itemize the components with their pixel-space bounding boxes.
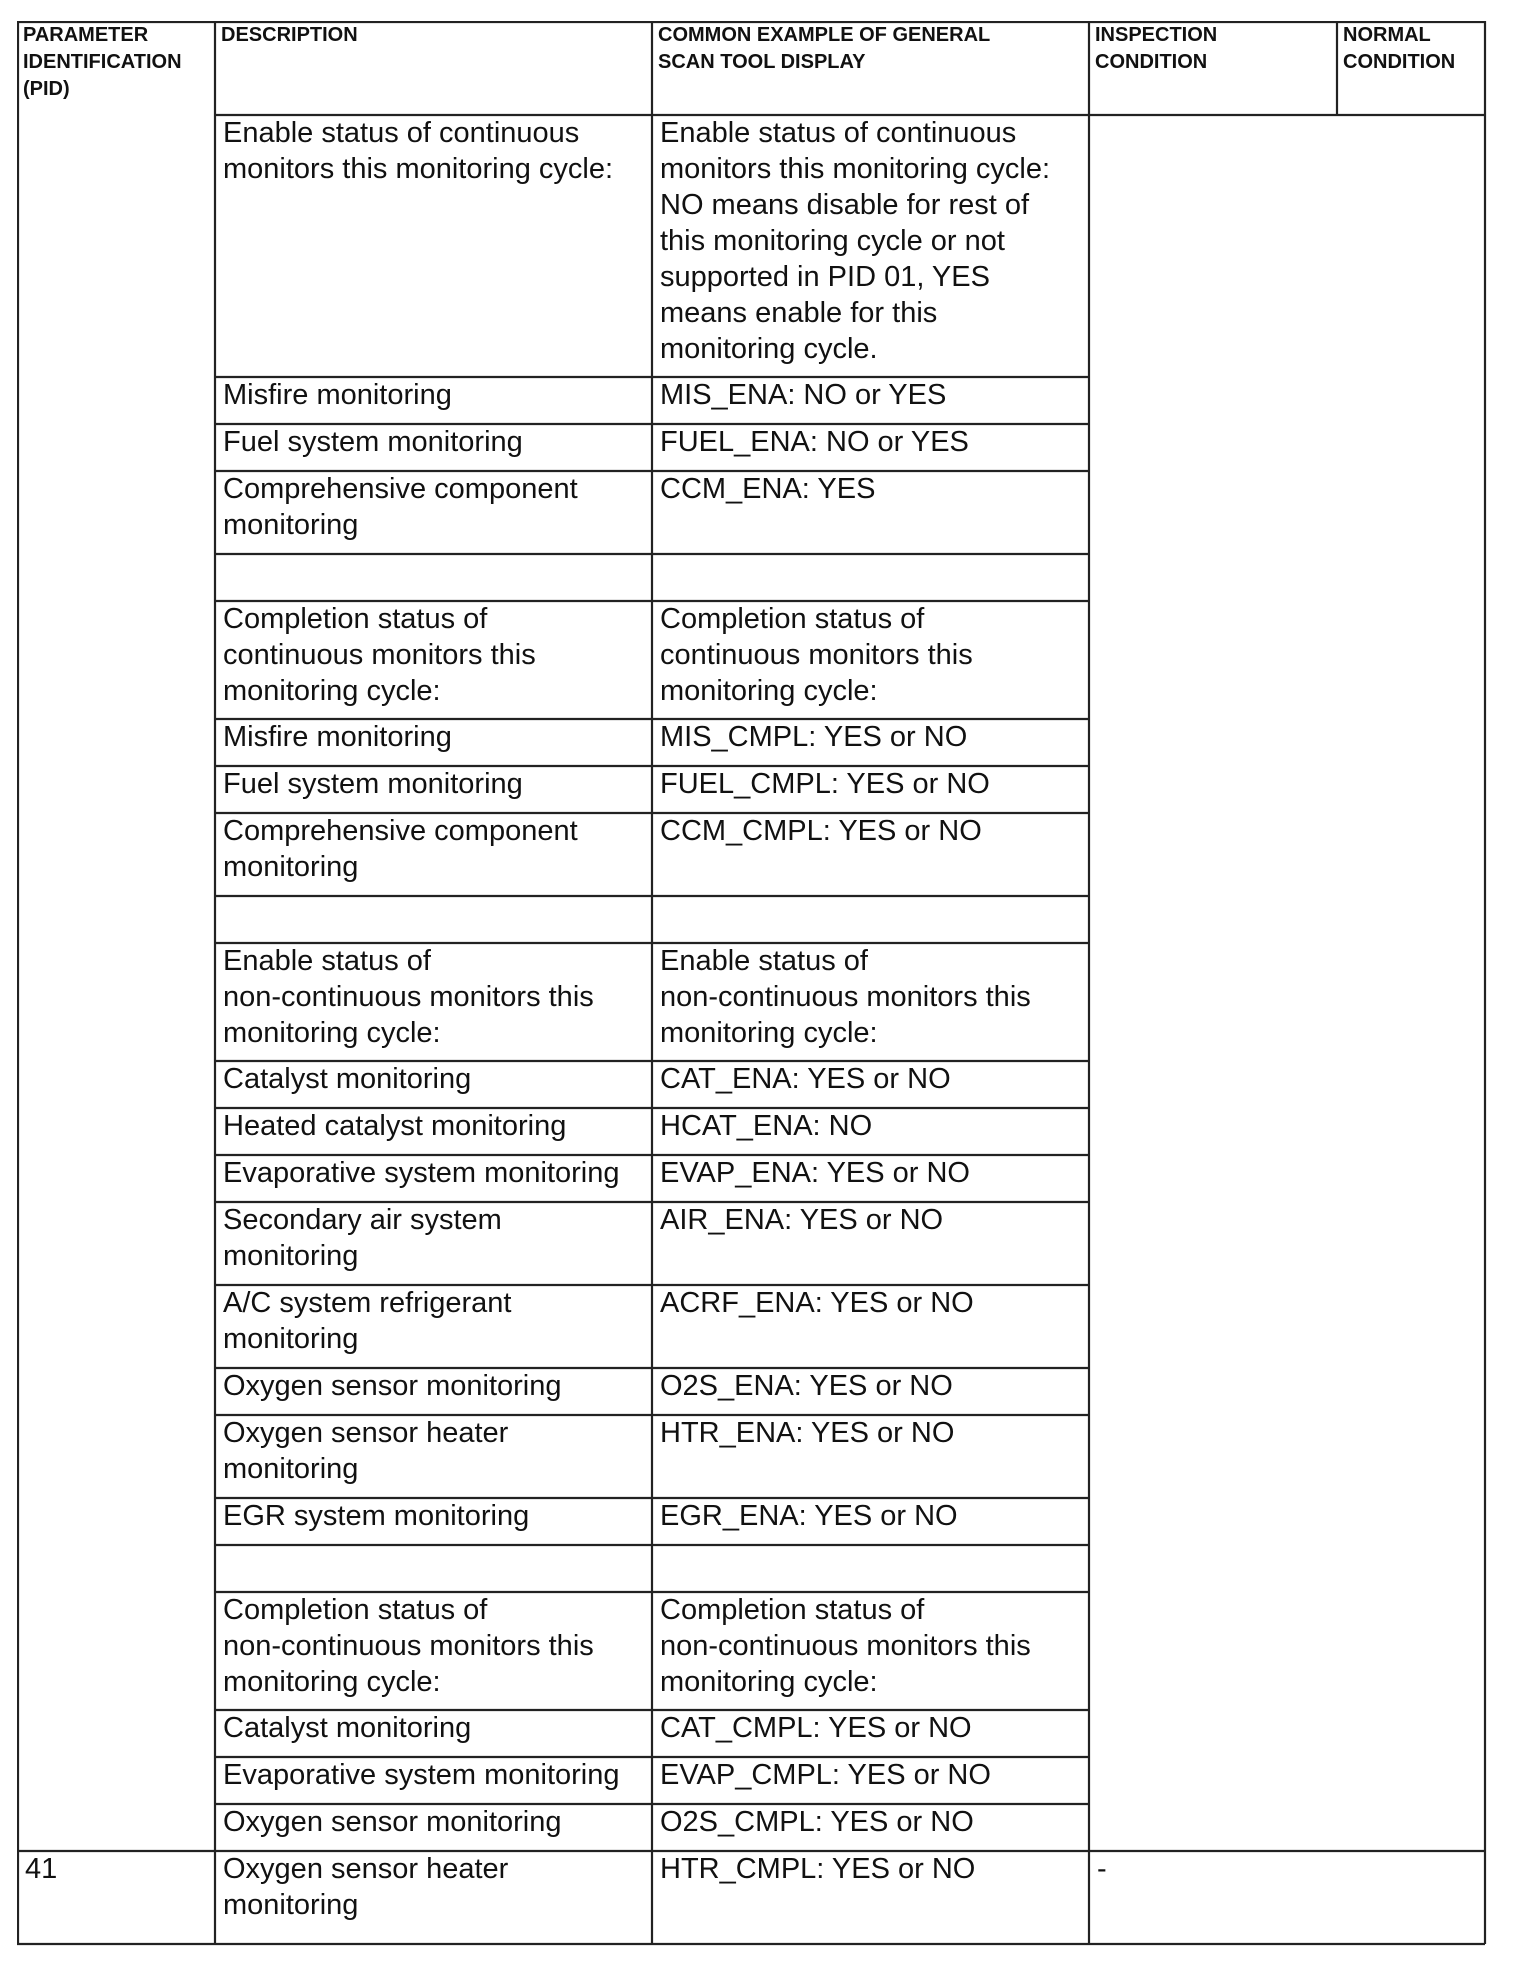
table-row-description: Completion status of continuous monitors this monitoring cycle:	[223, 603, 536, 707]
table-row-display: MIS_CMPL: YES or NO	[660, 721, 968, 753]
table-row-description: Oxygen sensor monitoring	[223, 1806, 562, 1838]
header-scan-tool-display: COMMON EXAMPLE OF GENERAL SCAN TOOL DISPLAY	[658, 24, 991, 73]
pid-value: 41	[25, 1853, 58, 1885]
table-row-display: Completion status of continuous monitors this monitoring cycle:	[660, 603, 973, 707]
table-row-display	[652, 554, 1089, 601]
table-row-description: Misfire monitoring	[223, 721, 452, 753]
table-row-display: ACRF_ENA: YES or NO	[660, 1287, 974, 1319]
table-row-display: CAT_CMPL: YES or NO	[660, 1712, 972, 1744]
table-row-display: CAT_ENA: YES or NO	[660, 1063, 951, 1095]
table-row-display: HTR_ENA: YES or NO	[660, 1417, 955, 1449]
table-row-description: Oxygen sensor heater monitoring	[223, 1417, 509, 1485]
table-row-description: Heated catalyst monitoring	[223, 1110, 567, 1142]
header-normal-condition: NORMAL CONDITION	[1343, 24, 1456, 73]
table-row-display: Completion status of non-continuous monitors this monitoring cycle:	[660, 1594, 1031, 1698]
table-row-description: Oxygen sensor heater monitoring	[223, 1853, 509, 1921]
table-row-description: Completion status of non-continuous monitors this monitoring cycle:	[223, 1594, 594, 1698]
table-row-display: FUEL_ENA: NO or YES	[660, 426, 969, 458]
table-row-display: Enable status of continuous monitors this monitoring cycle: NO means disable for rest of this monitoring cycle or not supported in PID 01, YES means enable for this monitoring cycle.	[660, 117, 1051, 365]
table-row-description: Comprehensive component monitoring	[223, 815, 578, 883]
header-pid: PARAMETER IDENTIFICATION (PID)	[23, 24, 182, 100]
table-row-display: CCM_CMPL: YES or NO	[660, 815, 982, 847]
table-row-description: Fuel system monitoring	[223, 768, 523, 800]
table-row-description	[215, 896, 652, 943]
table-row-display: O2S_CMPL: YES or NO	[660, 1806, 974, 1838]
table-row-description: EGR system monitoring	[223, 1500, 530, 1532]
table-row-display	[652, 1545, 1089, 1592]
table-row-description: Catalyst monitoring	[223, 1712, 472, 1744]
table-row-description	[215, 554, 652, 601]
table-row-display: FUEL_CMPL: YES or NO	[660, 768, 990, 800]
table-row-display: CCM_ENA: YES	[660, 473, 876, 505]
table-row-description: Oxygen sensor monitoring	[223, 1370, 562, 1402]
table-row-description	[215, 1545, 652, 1592]
header-inspection-condition: INSPECTION CONDITION	[1095, 24, 1218, 73]
table-row-description: Comprehensive component monitoring	[223, 473, 578, 541]
table-row-display: O2S_ENA: YES or NO	[660, 1370, 953, 1402]
table-row-display: MIS_ENA: NO or YES	[660, 379, 947, 411]
table-row-description: Evaporative system monitoring	[223, 1759, 620, 1791]
table-row-description: Evaporative system monitoring	[223, 1157, 620, 1189]
table-row-display: AIR_ENA: YES or NO	[660, 1204, 944, 1236]
table-row-description: Catalyst monitoring	[223, 1063, 472, 1095]
table-row-description: Misfire monitoring	[223, 379, 452, 411]
table-row-description: Enable status of continuous monitors this monitoring cycle:	[223, 117, 614, 185]
table-row-display: HTR_CMPL: YES or NO	[660, 1853, 976, 1885]
table-row-display: HCAT_ENA: NO	[660, 1110, 873, 1142]
table-row-display: Enable status of non-continuous monitors this monitoring cycle:	[660, 945, 1031, 1049]
table-row-description: Enable status of non-continuous monitors this monitoring cycle:	[223, 945, 594, 1049]
table-row-description: Secondary air system monitoring	[223, 1204, 502, 1272]
pid-table	[17, 21, 1487, 1946]
header-description: DESCRIPTION	[221, 24, 358, 46]
table-row-display: EVAP_CMPL: YES or NO	[660, 1759, 991, 1791]
table-row-description: A/C system refrigerant monitoring	[223, 1287, 512, 1355]
table-row-description: Fuel system monitoring	[223, 426, 523, 458]
table-row-display: EVAP_ENA: YES or NO	[660, 1157, 970, 1189]
table-row-display	[652, 896, 1089, 943]
inspection-condition-value: -	[1097, 1853, 1107, 1885]
table-row-display: EGR_ENA: YES or NO	[660, 1500, 958, 1532]
